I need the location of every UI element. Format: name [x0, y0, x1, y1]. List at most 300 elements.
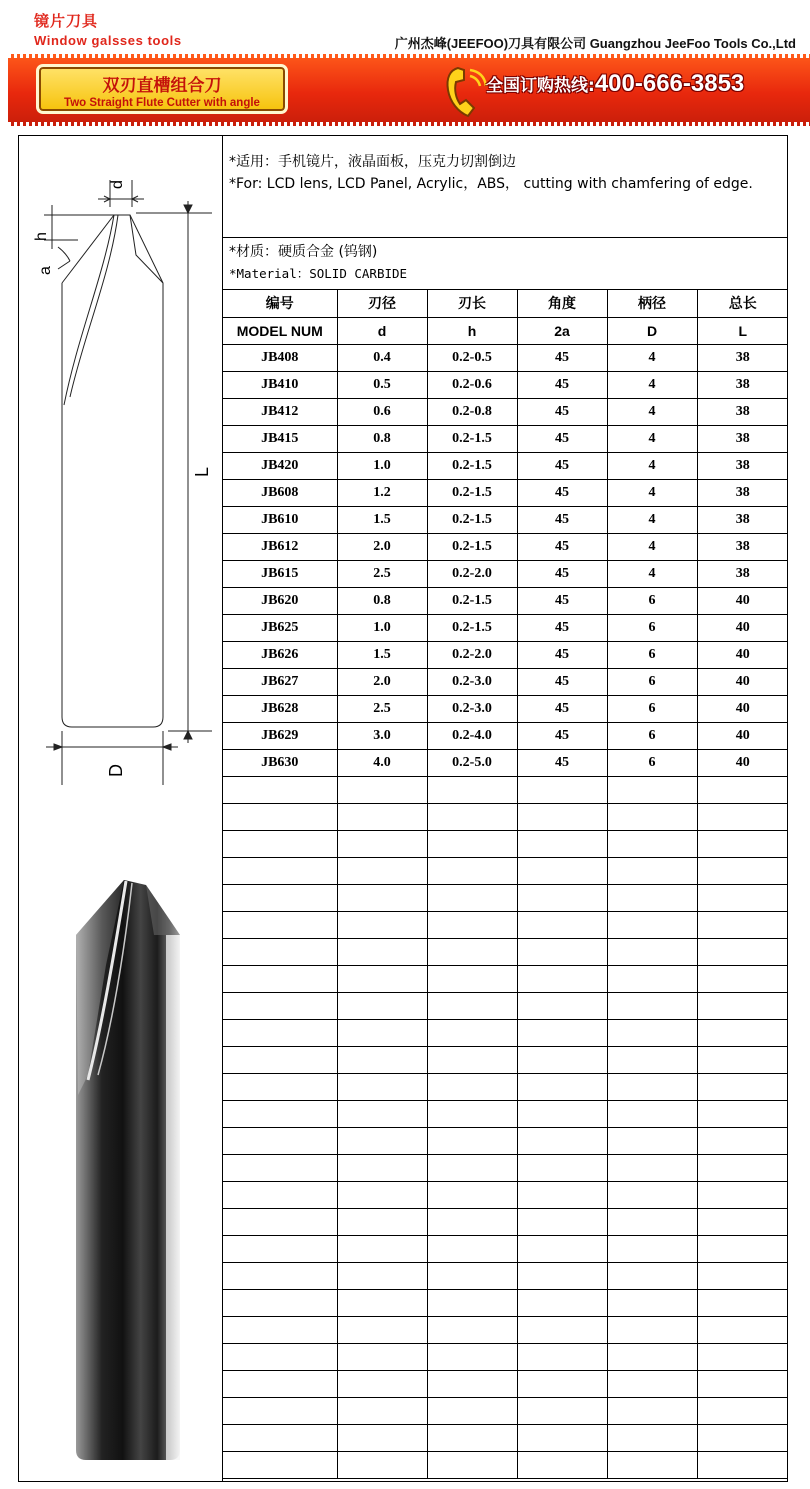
- hotline-label: 全国订购热线:: [486, 76, 595, 96]
- label-D: D: [106, 764, 126, 777]
- table-row: [223, 749, 788, 776]
- table-cell: JB625: [223, 614, 337, 641]
- empty-table-row: [223, 992, 788, 1019]
- empty-table-row: [223, 803, 788, 830]
- table-cell: 2.5: [337, 695, 427, 722]
- empty-cell: [607, 884, 697, 911]
- empty-cell: [697, 1451, 788, 1478]
- table-cell: 45: [517, 587, 607, 614]
- table-cell: 45: [517, 641, 607, 668]
- table-cell: 6: [607, 614, 697, 641]
- empty-cell: [607, 1046, 697, 1073]
- empty-table-row: [223, 1370, 788, 1397]
- table-cell: JB408: [223, 344, 337, 371]
- empty-table-row: [223, 1181, 788, 1208]
- table-cell: 1.5: [337, 641, 427, 668]
- empty-cell: [223, 1316, 337, 1343]
- column-header: d: [337, 317, 427, 344]
- column-header: MODEL NUM: [223, 317, 337, 344]
- empty-table-row: [223, 1343, 788, 1370]
- empty-cell: [427, 1154, 517, 1181]
- empty-cell: [223, 1154, 337, 1181]
- empty-cell: [223, 884, 337, 911]
- empty-cell: [427, 1181, 517, 1208]
- table-cell: 45: [517, 506, 607, 533]
- empty-cell: [223, 1073, 337, 1100]
- empty-cell: [427, 1370, 517, 1397]
- table-cell: 0.2-1.5: [427, 587, 517, 614]
- column-header: 2a: [517, 317, 607, 344]
- table-cell: JB420: [223, 452, 337, 479]
- table-cell: 0.2-1.5: [427, 614, 517, 641]
- table-cell: 45: [517, 614, 607, 641]
- empty-cell: [223, 965, 337, 992]
- table-row: [223, 695, 788, 722]
- empty-cell: [607, 1451, 697, 1478]
- table-cell: 40: [697, 587, 788, 614]
- empty-cell: [427, 1073, 517, 1100]
- empty-cell: [427, 965, 517, 992]
- empty-table-row: [223, 1046, 788, 1073]
- empty-cell: [517, 830, 607, 857]
- empty-cell: [697, 1397, 788, 1424]
- empty-cell: [607, 1262, 697, 1289]
- empty-cell: [223, 1127, 337, 1154]
- table-row: [223, 425, 788, 452]
- table-cell: 4: [607, 452, 697, 479]
- empty-cell: [517, 776, 607, 803]
- table-row: [223, 614, 788, 641]
- empty-cell: [607, 938, 697, 965]
- table-cell: 0.2-5.0: [427, 749, 517, 776]
- empty-cell: [223, 1343, 337, 1370]
- product-name-zh: 双刃直槽组合刀: [102, 76, 222, 96]
- table-cell: 0.8: [337, 425, 427, 452]
- empty-cell: [517, 884, 607, 911]
- table-cell: 0.2-1.5: [427, 533, 517, 560]
- column-header: L: [697, 317, 788, 344]
- empty-table-row: [223, 1316, 788, 1343]
- material-en: *Material：SOLID CARBIDE: [229, 266, 408, 281]
- empty-cell: [337, 1370, 427, 1397]
- empty-table-row: [223, 965, 788, 992]
- empty-cell: [427, 938, 517, 965]
- usage-en: *For: LCD lens, LCD Panel, Acrylic，ABS， cutting with chamfering of edge.: [229, 176, 753, 192]
- table-cell: 4: [607, 560, 697, 587]
- table-cell: 6: [607, 668, 697, 695]
- table-cell: 0.2-2.0: [427, 641, 517, 668]
- empty-cell: [517, 1019, 607, 1046]
- empty-table-row: [223, 1235, 788, 1262]
- table-cell: 3.0: [337, 722, 427, 749]
- table-cell: JB412: [223, 398, 337, 425]
- empty-cell: [427, 911, 517, 938]
- label-a: a: [37, 266, 54, 275]
- product-title-badge: [36, 64, 288, 114]
- table-cell: 45: [517, 425, 607, 452]
- table-row: [223, 668, 788, 695]
- table-cell: 45: [517, 398, 607, 425]
- empty-cell: [337, 992, 427, 1019]
- empty-cell: [607, 1424, 697, 1451]
- empty-cell: [697, 1289, 788, 1316]
- empty-cell: [517, 911, 607, 938]
- table-cell: 4: [607, 344, 697, 371]
- empty-cell: [337, 1262, 427, 1289]
- table-cell: JB629: [223, 722, 337, 749]
- empty-cell: [517, 1397, 607, 1424]
- empty-cell: [697, 1046, 788, 1073]
- table-cell: 6: [607, 722, 697, 749]
- empty-cell: [337, 803, 427, 830]
- empty-table-row: [223, 1262, 788, 1289]
- empty-cell: [517, 1343, 607, 1370]
- table-cell: 38: [697, 452, 788, 479]
- illustration-column: [18, 135, 223, 1482]
- table-cell: 45: [517, 668, 607, 695]
- empty-cell: [607, 1127, 697, 1154]
- column-header: 刃径: [337, 290, 427, 317]
- table-row: [223, 398, 788, 425]
- table-cell: JB612: [223, 533, 337, 560]
- order-hotline: [486, 70, 744, 98]
- empty-table-row: [223, 938, 788, 965]
- empty-cell: [607, 1208, 697, 1235]
- empty-table-row: [223, 1100, 788, 1127]
- table-cell: JB627: [223, 668, 337, 695]
- empty-cell: [697, 803, 788, 830]
- empty-cell: [607, 1343, 697, 1370]
- table-cell: 1.0: [337, 452, 427, 479]
- empty-cell: [337, 1451, 427, 1478]
- empty-cell: [517, 965, 607, 992]
- table-cell: JB626: [223, 641, 337, 668]
- empty-table-row: [223, 830, 788, 857]
- empty-cell: [427, 776, 517, 803]
- table-row: [223, 641, 788, 668]
- column-header: 总长: [697, 290, 788, 317]
- empty-cell: [427, 1208, 517, 1235]
- empty-cell: [337, 938, 427, 965]
- empty-cell: [697, 992, 788, 1019]
- company-name: 广州杰峰(JEEFOO)刀具有限公司 Guangzhou JeeFoo Tools Co.,Ltd: [394, 36, 796, 51]
- table-cell: 45: [517, 479, 607, 506]
- empty-cell: [223, 938, 337, 965]
- cutter-dimension-drawing: [18, 135, 223, 795]
- category-title-en: Window galsses tools: [34, 33, 182, 48]
- table-cell: 2.0: [337, 533, 427, 560]
- table-cell: 0.2-1.5: [427, 479, 517, 506]
- empty-cell: [607, 1370, 697, 1397]
- empty-cell: [223, 1100, 337, 1127]
- table-cell: 38: [697, 506, 788, 533]
- table-row: [223, 560, 788, 587]
- empty-cell: [223, 1208, 337, 1235]
- empty-cell: [517, 1235, 607, 1262]
- empty-cell: [607, 857, 697, 884]
- empty-table-row: [223, 1451, 788, 1478]
- empty-table-row: [223, 1019, 788, 1046]
- label-h: h: [33, 232, 50, 241]
- table-header-zh: [223, 290, 788, 317]
- table-cell: 0.2-1.5: [427, 425, 517, 452]
- table-row: [223, 587, 788, 614]
- empty-cell: [223, 1046, 337, 1073]
- empty-cell: [697, 1316, 788, 1343]
- table-row: [223, 533, 788, 560]
- table-row: [223, 479, 788, 506]
- table-cell: 6: [607, 641, 697, 668]
- empty-cell: [223, 1397, 337, 1424]
- empty-cell: [517, 1316, 607, 1343]
- empty-cell: [607, 911, 697, 938]
- empty-table-row: [223, 1208, 788, 1235]
- column-header: D: [607, 317, 697, 344]
- empty-cell: [223, 992, 337, 1019]
- empty-cell: [337, 1127, 427, 1154]
- spec-table: [223, 290, 788, 1479]
- empty-cell: [337, 1316, 427, 1343]
- table-cell: JB415: [223, 425, 337, 452]
- empty-cell: [427, 992, 517, 1019]
- table-cell: 38: [697, 479, 788, 506]
- empty-cell: [223, 1289, 337, 1316]
- column-header: 刃长: [427, 290, 517, 317]
- empty-cell: [697, 1127, 788, 1154]
- empty-cell: [337, 1235, 427, 1262]
- table-cell: 38: [697, 344, 788, 371]
- title-banner: [8, 54, 810, 126]
- table-cell: 4: [607, 371, 697, 398]
- empty-cell: [337, 830, 427, 857]
- empty-cell: [517, 1262, 607, 1289]
- table-row: [223, 371, 788, 398]
- empty-cell: [607, 1154, 697, 1181]
- empty-cell: [337, 1046, 427, 1073]
- empty-cell: [517, 1208, 607, 1235]
- material-note: [223, 238, 788, 290]
- empty-cell: [517, 992, 607, 1019]
- column-header: 编号: [223, 290, 337, 317]
- empty-cell: [517, 1424, 607, 1451]
- table-row: [223, 452, 788, 479]
- empty-cell: [517, 1181, 607, 1208]
- table-cell: 4: [607, 479, 697, 506]
- empty-cell: [427, 1424, 517, 1451]
- table-cell: 0.2-2.0: [427, 560, 517, 587]
- empty-cell: [607, 776, 697, 803]
- empty-cell: [697, 1424, 788, 1451]
- table-cell: 38: [697, 425, 788, 452]
- table-cell: 4: [607, 506, 697, 533]
- empty-cell: [427, 1289, 517, 1316]
- empty-cell: [337, 1424, 427, 1451]
- table-cell: 38: [697, 371, 788, 398]
- empty-cell: [223, 1424, 337, 1451]
- table-cell: 40: [697, 668, 788, 695]
- empty-cell: [517, 803, 607, 830]
- empty-cell: [697, 965, 788, 992]
- empty-cell: [337, 1019, 427, 1046]
- empty-cell: [427, 830, 517, 857]
- table-cell: JB615: [223, 560, 337, 587]
- empty-cell: [223, 857, 337, 884]
- table-cell: 45: [517, 722, 607, 749]
- empty-cell: [223, 1262, 337, 1289]
- empty-cell: [697, 1235, 788, 1262]
- empty-cell: [697, 1154, 788, 1181]
- empty-cell: [697, 1181, 788, 1208]
- table-cell: 6: [607, 695, 697, 722]
- empty-cell: [607, 1019, 697, 1046]
- empty-cell: [427, 1100, 517, 1127]
- cutter-photo: [58, 875, 188, 1465]
- empty-cell: [337, 1343, 427, 1370]
- table-cell: 45: [517, 371, 607, 398]
- empty-cell: [337, 857, 427, 884]
- empty-cell: [427, 803, 517, 830]
- table-cell: 40: [697, 722, 788, 749]
- empty-cell: [697, 1262, 788, 1289]
- empty-cell: [517, 1100, 607, 1127]
- table-cell: 45: [517, 533, 607, 560]
- table-cell: 4.0: [337, 749, 427, 776]
- empty-cell: [697, 884, 788, 911]
- label-L: L: [192, 466, 212, 477]
- table-cell: 1.0: [337, 614, 427, 641]
- empty-cell: [427, 1451, 517, 1478]
- empty-cell: [607, 965, 697, 992]
- empty-cell: [517, 1073, 607, 1100]
- table-cell: 45: [517, 560, 607, 587]
- empty-cell: [427, 857, 517, 884]
- table-header-en: [223, 317, 788, 344]
- empty-table-row: [223, 1154, 788, 1181]
- table-cell: JB620: [223, 587, 337, 614]
- empty-cell: [223, 776, 337, 803]
- table-cell: 45: [517, 749, 607, 776]
- empty-cell: [223, 1235, 337, 1262]
- empty-cell: [427, 1262, 517, 1289]
- usage-note: [223, 135, 788, 238]
- table-cell: 40: [697, 749, 788, 776]
- empty-table-row: [223, 1127, 788, 1154]
- empty-cell: [337, 1208, 427, 1235]
- table-cell: 0.2-1.5: [427, 452, 517, 479]
- empty-cell: [223, 1451, 337, 1478]
- table-cell: 0.2-1.5: [427, 506, 517, 533]
- empty-table-row: [223, 911, 788, 938]
- table-cell: 0.2-3.0: [427, 668, 517, 695]
- column-header: 柄径: [607, 290, 697, 317]
- empty-table-row: [223, 884, 788, 911]
- table-cell: 0.2-4.0: [427, 722, 517, 749]
- empty-cell: [427, 1046, 517, 1073]
- table-cell: 40: [697, 641, 788, 668]
- table-cell: 2.5: [337, 560, 427, 587]
- table-cell: 0.2-0.6: [427, 371, 517, 398]
- empty-cell: [607, 1289, 697, 1316]
- empty-cell: [517, 857, 607, 884]
- empty-cell: [697, 857, 788, 884]
- empty-cell: [427, 1127, 517, 1154]
- table-cell: 0.4: [337, 344, 427, 371]
- empty-cell: [427, 1316, 517, 1343]
- empty-table-row: [223, 1073, 788, 1100]
- empty-cell: [697, 1019, 788, 1046]
- table-cell: JB610: [223, 506, 337, 533]
- table-cell: 38: [697, 398, 788, 425]
- label-d: d: [109, 180, 126, 189]
- empty-cell: [697, 830, 788, 857]
- empty-cell: [607, 1316, 697, 1343]
- empty-cell: [697, 1343, 788, 1370]
- empty-table-row: [223, 857, 788, 884]
- empty-cell: [223, 803, 337, 830]
- empty-cell: [517, 1289, 607, 1316]
- table-cell: 4: [607, 425, 697, 452]
- empty-cell: [337, 1181, 427, 1208]
- table-cell: 2.0: [337, 668, 427, 695]
- empty-cell: [223, 911, 337, 938]
- empty-cell: [223, 830, 337, 857]
- table-cell: 0.6: [337, 398, 427, 425]
- column-header: h: [427, 317, 517, 344]
- table-cell: 6: [607, 749, 697, 776]
- table-row: [223, 344, 788, 371]
- table-cell: 0.2-0.5: [427, 344, 517, 371]
- phone-icon: [444, 64, 488, 118]
- material-zh: *材质：硬质合金 (钨钢): [229, 244, 378, 260]
- table-cell: 4: [607, 398, 697, 425]
- empty-cell: [697, 911, 788, 938]
- empty-cell: [697, 1370, 788, 1397]
- column-header: 角度: [517, 290, 607, 317]
- empty-cell: [517, 1127, 607, 1154]
- product-name-en: Two Straight Flute Cutter with angle: [64, 97, 260, 109]
- table-cell: JB410: [223, 371, 337, 398]
- empty-cell: [337, 884, 427, 911]
- table-cell: 45: [517, 695, 607, 722]
- empty-cell: [427, 1235, 517, 1262]
- empty-cell: [427, 1343, 517, 1370]
- table-cell: 6: [607, 587, 697, 614]
- empty-cell: [607, 1235, 697, 1262]
- table-cell: JB628: [223, 695, 337, 722]
- hotline-number: 400-666-3853: [594, 70, 745, 97]
- empty-cell: [337, 1154, 427, 1181]
- table-cell: 38: [697, 533, 788, 560]
- empty-cell: [607, 803, 697, 830]
- empty-cell: [337, 1073, 427, 1100]
- table-cell: 4: [607, 533, 697, 560]
- table-cell: 0.2-0.8: [427, 398, 517, 425]
- empty-table-row: [223, 1289, 788, 1316]
- empty-cell: [607, 1073, 697, 1100]
- empty-cell: [607, 830, 697, 857]
- table-cell: 0.2-3.0: [427, 695, 517, 722]
- empty-cell: [337, 1289, 427, 1316]
- table-cell: 45: [517, 452, 607, 479]
- table-cell: 40: [697, 614, 788, 641]
- empty-cell: [697, 1073, 788, 1100]
- empty-cell: [337, 1397, 427, 1424]
- empty-table-row: [223, 1424, 788, 1451]
- empty-cell: [223, 1181, 337, 1208]
- table-cell: 1.2: [337, 479, 427, 506]
- table-cell: 38: [697, 560, 788, 587]
- table-cell: JB630: [223, 749, 337, 776]
